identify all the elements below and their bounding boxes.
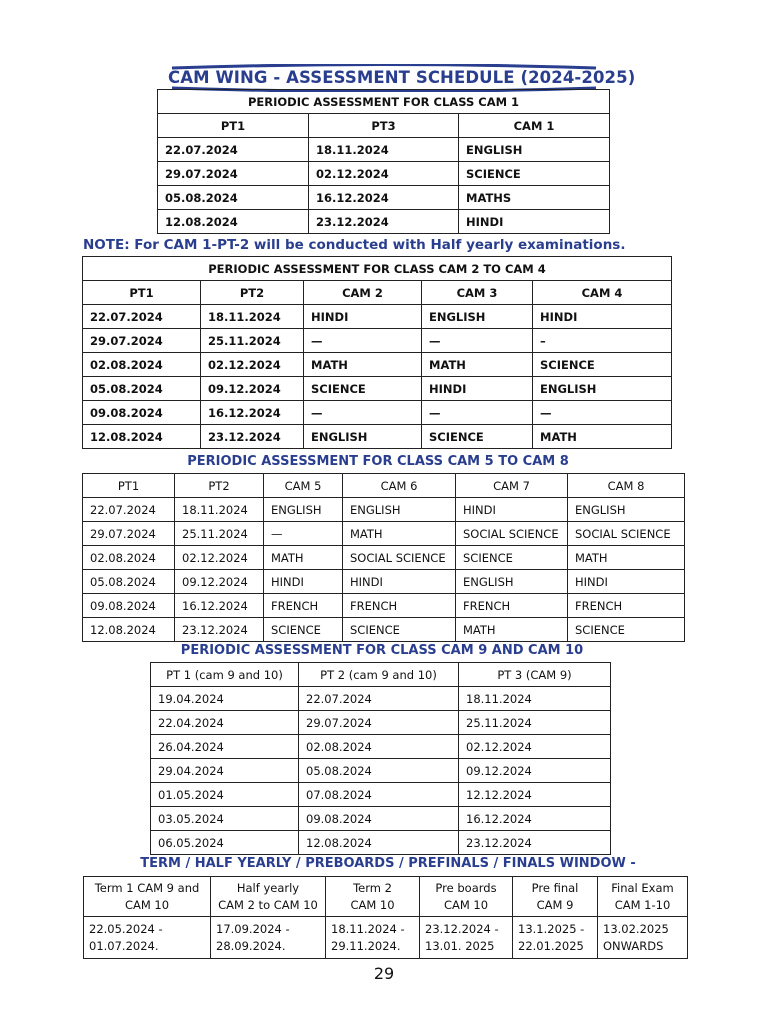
table-header-cell: PT2	[201, 281, 304, 305]
table-cell: 22.07.2024	[83, 498, 175, 522]
table-cell: SCIENCE	[456, 546, 568, 570]
table-cell: 07.08.2024	[299, 783, 459, 807]
table-cell: MATH	[343, 522, 456, 546]
value-line: 13.01. 2025	[425, 938, 495, 953]
table-cell: 16.12.2024	[459, 807, 611, 831]
table-row	[83, 570, 685, 594]
table-cell	[211, 917, 326, 959]
table-header-cell: CAM 3	[422, 281, 533, 305]
table-cell: FRENCH	[264, 594, 343, 618]
table-header-cell	[84, 877, 211, 917]
table-cell	[513, 917, 598, 959]
table-header-cell: PT1	[83, 474, 175, 498]
table-cell: 09.12.2024	[459, 759, 611, 783]
header-line: CAM 10	[124, 897, 170, 912]
table-cell: 25.11.2024	[201, 329, 304, 353]
table-header-cell: PT 3 (CAM 9)	[459, 663, 611, 687]
value-line: 22.01.2025	[518, 938, 584, 953]
table-cell: —	[422, 401, 533, 425]
table-cell: 12.08.2024	[83, 618, 175, 642]
table-row	[158, 162, 610, 186]
table-cell: MATH	[568, 546, 685, 570]
table-header-cell	[420, 877, 513, 917]
table-header-cell: CAM 7	[456, 474, 568, 498]
header-line: Term 1 CAM 9 and	[94, 880, 200, 895]
table-cell: 09.08.2024	[299, 807, 459, 831]
table-cell: ENGLISH	[568, 498, 685, 522]
table-row	[83, 498, 685, 522]
table-cell: 06.05.2024	[151, 831, 299, 855]
table-cell: 05.08.2024	[83, 377, 201, 401]
header-line: CAM 2 to CAM 10	[218, 897, 318, 912]
table-header-cell: CAM 1	[459, 114, 610, 138]
header-line: Final Exam	[611, 880, 674, 895]
table-cell: 02.08.2024	[83, 546, 175, 570]
table-cell: 18.11.2024	[201, 305, 304, 329]
table-cell: SCIENCE	[422, 425, 533, 449]
table-row	[151, 807, 611, 831]
table-cell: MATH	[264, 546, 343, 570]
table-cell: 02.12.2024	[201, 353, 304, 377]
table-cell: ENGLISH	[456, 570, 568, 594]
table-cell: 22.07.2024	[299, 687, 459, 711]
value-line: 29.11.2024.	[331, 938, 401, 953]
table-cell	[84, 917, 211, 959]
table-cell: MATH	[533, 425, 672, 449]
table-cell: HINDI	[304, 305, 422, 329]
cam9-10-heading: PERIODIC ASSESSMENT FOR CLASS CAM 9 AND CAM 10	[180, 643, 584, 658]
table-cell: 29.07.2024	[83, 329, 201, 353]
table-row	[83, 594, 685, 618]
table-cell: HINDI	[264, 570, 343, 594]
table-cell: SCIENCE	[459, 162, 610, 186]
table-row	[158, 138, 610, 162]
cam2-4-table	[82, 256, 672, 449]
page-number: 29	[373, 964, 395, 983]
table-cell: —	[304, 401, 422, 425]
table-cell: SOCIAL SCIENCE	[456, 522, 568, 546]
cam2-4-table-caption: PERIODIC ASSESSMENT FOR CLASS CAM 2 TO CAM 4	[83, 257, 672, 281]
table-cell: SCIENCE	[568, 618, 685, 642]
value-line: 22.05.2024 -	[89, 921, 163, 936]
table-header-cell: CAM 4	[533, 281, 672, 305]
table-header-cell: CAM 2	[304, 281, 422, 305]
table-cell: 02.12.2024	[175, 546, 264, 570]
table-header-cell: PT 1 (cam 9 and 10)	[151, 663, 299, 687]
table-cell: 09.08.2024	[83, 594, 175, 618]
header-line: Pre final	[531, 880, 579, 895]
table-cell: SOCIAL SCIENCE	[343, 546, 456, 570]
table-cell: 16.12.2024	[309, 186, 459, 210]
table-cell: ENGLISH	[264, 498, 343, 522]
table-row	[83, 329, 672, 353]
table-cell: HINDI	[343, 570, 456, 594]
cam1-note: NOTE: For CAM 1-PT-2 will be conducted with Half yearly examinations.	[83, 237, 626, 253]
table-header-cell: PT2	[175, 474, 264, 498]
table-row	[83, 618, 685, 642]
table-cell: MATH	[456, 618, 568, 642]
table-cell	[420, 917, 513, 959]
table-header-cell	[513, 877, 598, 917]
table-header-cell: CAM 6	[343, 474, 456, 498]
table-header-cell: PT1	[158, 114, 309, 138]
value-line: 13.1.2025 -	[518, 921, 585, 936]
table-cell: 05.08.2024	[158, 186, 309, 210]
table-cell: SCIENCE	[264, 618, 343, 642]
table-cell: 16.12.2024	[175, 594, 264, 618]
table-cell	[326, 917, 420, 959]
table-cell: 02.08.2024	[83, 353, 201, 377]
table-cell: –	[533, 329, 672, 353]
table-cell: 23.12.2024	[175, 618, 264, 642]
table-cell: 23.12.2024	[201, 425, 304, 449]
table-cell: 01.05.2024	[151, 783, 299, 807]
table-row	[151, 711, 611, 735]
table-cell: 26.04.2024	[151, 735, 299, 759]
table-header-cell: PT3	[309, 114, 459, 138]
header-line: CAM 1-10	[614, 897, 671, 912]
table-cell: MATH	[304, 353, 422, 377]
table-cell: FRENCH	[456, 594, 568, 618]
table-cell: 29.04.2024	[151, 759, 299, 783]
table-cell: SCIENCE	[304, 377, 422, 401]
table-cell: SCIENCE	[533, 353, 672, 377]
table-cell: 29.07.2024	[158, 162, 309, 186]
table-header-cell	[598, 877, 688, 917]
term-window-heading: TERM / HALF YEARLY / PREBOARDS / PREFINALS / FINALS WINDOW -	[140, 856, 636, 871]
table-cell: 22.07.2024	[158, 138, 309, 162]
table-cell: 02.12.2024	[459, 735, 611, 759]
table-cell: 25.11.2024	[175, 522, 264, 546]
table-cell: FRENCH	[343, 594, 456, 618]
table-cell: MATH	[422, 353, 533, 377]
table-header-cell: CAM 8	[568, 474, 685, 498]
table-cell: 12.08.2024	[158, 210, 309, 234]
table-cell: HINDI	[533, 305, 672, 329]
table-row	[83, 401, 672, 425]
table-cell: 18.11.2024	[175, 498, 264, 522]
header-line: Half yearly	[236, 880, 300, 895]
table-cell: 22.07.2024	[83, 305, 201, 329]
value-line: 17.09.2024 -	[216, 921, 290, 936]
table-cell: 02.12.2024	[309, 162, 459, 186]
table-cell: SOCIAL SCIENCE	[568, 522, 685, 546]
table-cell: 19.04.2024	[151, 687, 299, 711]
table-row	[158, 210, 610, 234]
term-window-table	[83, 876, 688, 959]
table-cell: ENGLISH	[533, 377, 672, 401]
value-line: ONWARDS	[603, 938, 664, 953]
title-banner	[168, 64, 636, 92]
table-row	[158, 186, 610, 210]
table-row	[84, 917, 688, 959]
table-cell: HINDI	[459, 210, 610, 234]
table-row	[83, 377, 672, 401]
table-row	[83, 353, 672, 377]
header-line: Term 2	[353, 880, 392, 895]
table-cell: 25.11.2024	[459, 711, 611, 735]
table-row	[83, 425, 672, 449]
table-header-cell: CAM 5	[264, 474, 343, 498]
table-cell: 03.05.2024	[151, 807, 299, 831]
cam5-8-heading: PERIODIC ASSESSMENT FOR CLASS CAM 5 TO CAM 8	[187, 454, 569, 469]
value-line: 13.02.2025	[603, 921, 669, 936]
table-cell: 18.11.2024	[309, 138, 459, 162]
table-cell: 23.12.2024	[459, 831, 611, 855]
table-cell: 29.07.2024	[83, 522, 175, 546]
table-cell	[598, 917, 688, 959]
value-line: 01.07.2024.	[89, 938, 159, 953]
value-line: 23.12.2024 -	[425, 921, 499, 936]
table-cell: —	[422, 329, 533, 353]
table-cell: 16.12.2024	[201, 401, 304, 425]
page-title: CAM WING - ASSESSMENT SCHEDULE (2024-2025)	[168, 68, 636, 87]
table-row	[151, 831, 611, 855]
table-cell: 18.11.2024	[459, 687, 611, 711]
table-cell: ENGLISH	[422, 305, 533, 329]
table-cell: 23.12.2024	[309, 210, 459, 234]
table-row	[83, 305, 672, 329]
table-cell: 22.04.2024	[151, 711, 299, 735]
table-cell: 09.08.2024	[83, 401, 201, 425]
table-row	[151, 759, 611, 783]
cam5-8-table	[82, 473, 685, 642]
value-line: 28.09.2024.	[216, 938, 286, 953]
table-cell: —	[304, 329, 422, 353]
table-cell: SCIENCE	[343, 618, 456, 642]
table-cell: 09.12.2024	[201, 377, 304, 401]
table-row	[83, 522, 685, 546]
table-cell: 05.08.2024	[299, 759, 459, 783]
header-line: CAM 9	[536, 897, 574, 912]
table-row	[151, 735, 611, 759]
table-cell: 09.12.2024	[175, 570, 264, 594]
table-header-cell: PT 2 (cam 9 and 10)	[299, 663, 459, 687]
table-cell: ENGLISH	[459, 138, 610, 162]
table-cell: FRENCH	[568, 594, 685, 618]
table-cell: HINDI	[422, 377, 533, 401]
table-cell: 05.08.2024	[83, 570, 175, 594]
table-cell: 29.07.2024	[299, 711, 459, 735]
table-header-cell	[211, 877, 326, 917]
table-row	[151, 783, 611, 807]
table-cell: MATHS	[459, 186, 610, 210]
header-line: CAM 10	[443, 897, 489, 912]
value-line: 18.11.2024 -	[331, 921, 405, 936]
cam9-10-table	[150, 662, 611, 855]
table-cell: HINDI	[456, 498, 568, 522]
table-header-cell: PT1	[83, 281, 201, 305]
table-cell: —	[264, 522, 343, 546]
table-cell: 12.08.2024	[299, 831, 459, 855]
table-cell: 12.12.2024	[459, 783, 611, 807]
table-row	[151, 687, 611, 711]
table-cell: HINDI	[568, 570, 685, 594]
table-cell: —	[533, 401, 672, 425]
table-cell: 12.08.2024	[83, 425, 201, 449]
cam1-table	[157, 89, 610, 234]
table-cell: ENGLISH	[304, 425, 422, 449]
header-line: CAM 10	[350, 897, 395, 912]
cam1-table-caption: PERIODIC ASSESSMENT FOR CLASS CAM 1	[158, 90, 610, 114]
header-line: Pre boards	[435, 880, 497, 895]
table-cell: ENGLISH	[343, 498, 456, 522]
table-cell: 02.08.2024	[299, 735, 459, 759]
table-row	[83, 546, 685, 570]
table-header-cell	[326, 877, 420, 917]
